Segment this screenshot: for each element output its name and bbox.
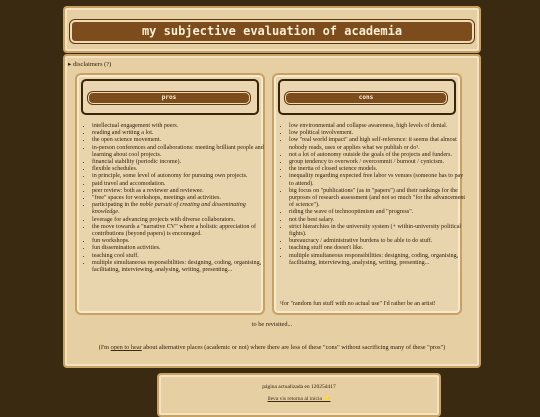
list-item: • teaching stuff one doesn't like.	[289, 245, 467, 252]
list-item: • inequality regarding expected free labor vs venues (someone has to pay to attend).	[289, 173, 467, 187]
list-item: • in-person conferences and collaborations: meeting brilliant people and learning about cool projects.	[92, 145, 270, 159]
cons-heading: cons	[285, 92, 447, 104]
list-item: • teaching cool stuff.	[92, 253, 270, 260]
page-title: my subjective evaluation of academia	[70, 20, 474, 43]
list-item: • bureaucracy / administrative burdens to be able to do stuff.	[289, 238, 467, 245]
item-text: .	[118, 209, 120, 216]
pros-column	[75, 73, 265, 315]
disclaimers-label: disclaimers (?)	[72, 61, 112, 68]
list-item: • riding the wave of technooptimism and "progress".	[289, 209, 467, 216]
list-item: • peer review: both as a reviewer and reviewee.	[92, 188, 270, 195]
back-home-line	[159, 396, 439, 403]
cons-column	[272, 73, 466, 315]
list-item	[92, 202, 270, 216]
note-suffix: about alternative places (academic or not) where there are less of these "cons" without sacrificing many of these "pros")	[141, 344, 446, 351]
main-panel	[63, 54, 481, 368]
list-item: • intellectual engagement with peers.	[92, 123, 270, 130]
list-item: • paid travel and accomodation.	[92, 181, 270, 188]
item-text: participating in the	[92, 202, 140, 209]
item-emphasis: noble pursuit of creating and disseminating knowledge	[92, 202, 246, 216]
cons-footnote: ¹for "random fun stuff with no actual use" I'd rather be an artist!	[280, 301, 436, 307]
list-item: • big focus on "publications" (as in "papers") and their rankings for the purposes of research assessment (and not so much "for the advancement of science").	[289, 188, 467, 210]
list-item: • low "real world impact" and high self-reference: it seems that almost nobody reads, uses or applies what we publish or do¹.	[289, 137, 467, 151]
cons-heading-box	[278, 79, 456, 115]
list-item: • financial stability (periodic income).	[92, 159, 270, 166]
list-item: • in principle, some level of autonomy for pursuing own projects.	[92, 173, 270, 180]
list-item: • multiple simultaneous responsibilities: designing, coding, organising, facilitating, interviewing, analysing, writing, presenting...	[289, 253, 467, 267]
list-item: • low environmental and collapse awareness, high levels of denial.	[289, 123, 467, 130]
open-to-hear-link[interactable]: open to hear	[110, 344, 142, 351]
header-panel	[63, 6, 481, 53]
pros-heading: pros	[88, 92, 250, 104]
list-item: • the open science movement.	[92, 137, 270, 144]
list-item: • low political involvement.	[289, 130, 467, 137]
list-item: • reading and writing a lot.	[92, 130, 270, 137]
cons-list	[280, 123, 467, 267]
back-home-link[interactable]: lleva vis retorna al inicio ⭐	[267, 396, 331, 402]
list-item: • group tendency to overwork / overcommit / burnout / cynicism.	[289, 159, 467, 166]
list-item: • leverage for advancing projects with diverse collaborators.	[92, 217, 270, 224]
list-item: • multiple simultaneous responsibilities: designing, coding, organising, facilitating, interviewing, analysing, writing, presenting...	[92, 260, 270, 274]
revisited-note: to be revisited...	[251, 321, 293, 328]
pros-list	[83, 123, 270, 274]
list-item: • fun dissemination activities.	[92, 245, 270, 252]
list-item: • fun workshops.	[92, 238, 270, 245]
list-item: • not a lot of autonomy outside the goals of the projects and funders.	[289, 152, 467, 159]
footer-panel	[157, 373, 441, 417]
updated-date: página actualizada en 12025d417	[262, 384, 336, 390]
open-to-hear-note	[65, 344, 479, 352]
disclosure-triangle-icon: ▸	[68, 61, 72, 68]
list-item: • the inertia of closed science models.	[289, 166, 467, 173]
list-item: • the move towards a "narrative CV" where a holistic appreciation of contributions (beyond papers) is encouraged.	[92, 224, 270, 238]
note-prefix: (I'm	[98, 344, 111, 351]
list-item: • strict hierarchies in the university system (+ within-university political fights).	[289, 224, 467, 238]
list-item: • not the best salary.	[289, 217, 467, 224]
list-item: • flexible schedules.	[92, 166, 270, 173]
list-item: • "free" spaces for workshops, meetings and activities.	[92, 195, 270, 202]
disclaimers-toggle[interactable]	[68, 60, 111, 69]
pros-heading-box	[81, 79, 259, 115]
